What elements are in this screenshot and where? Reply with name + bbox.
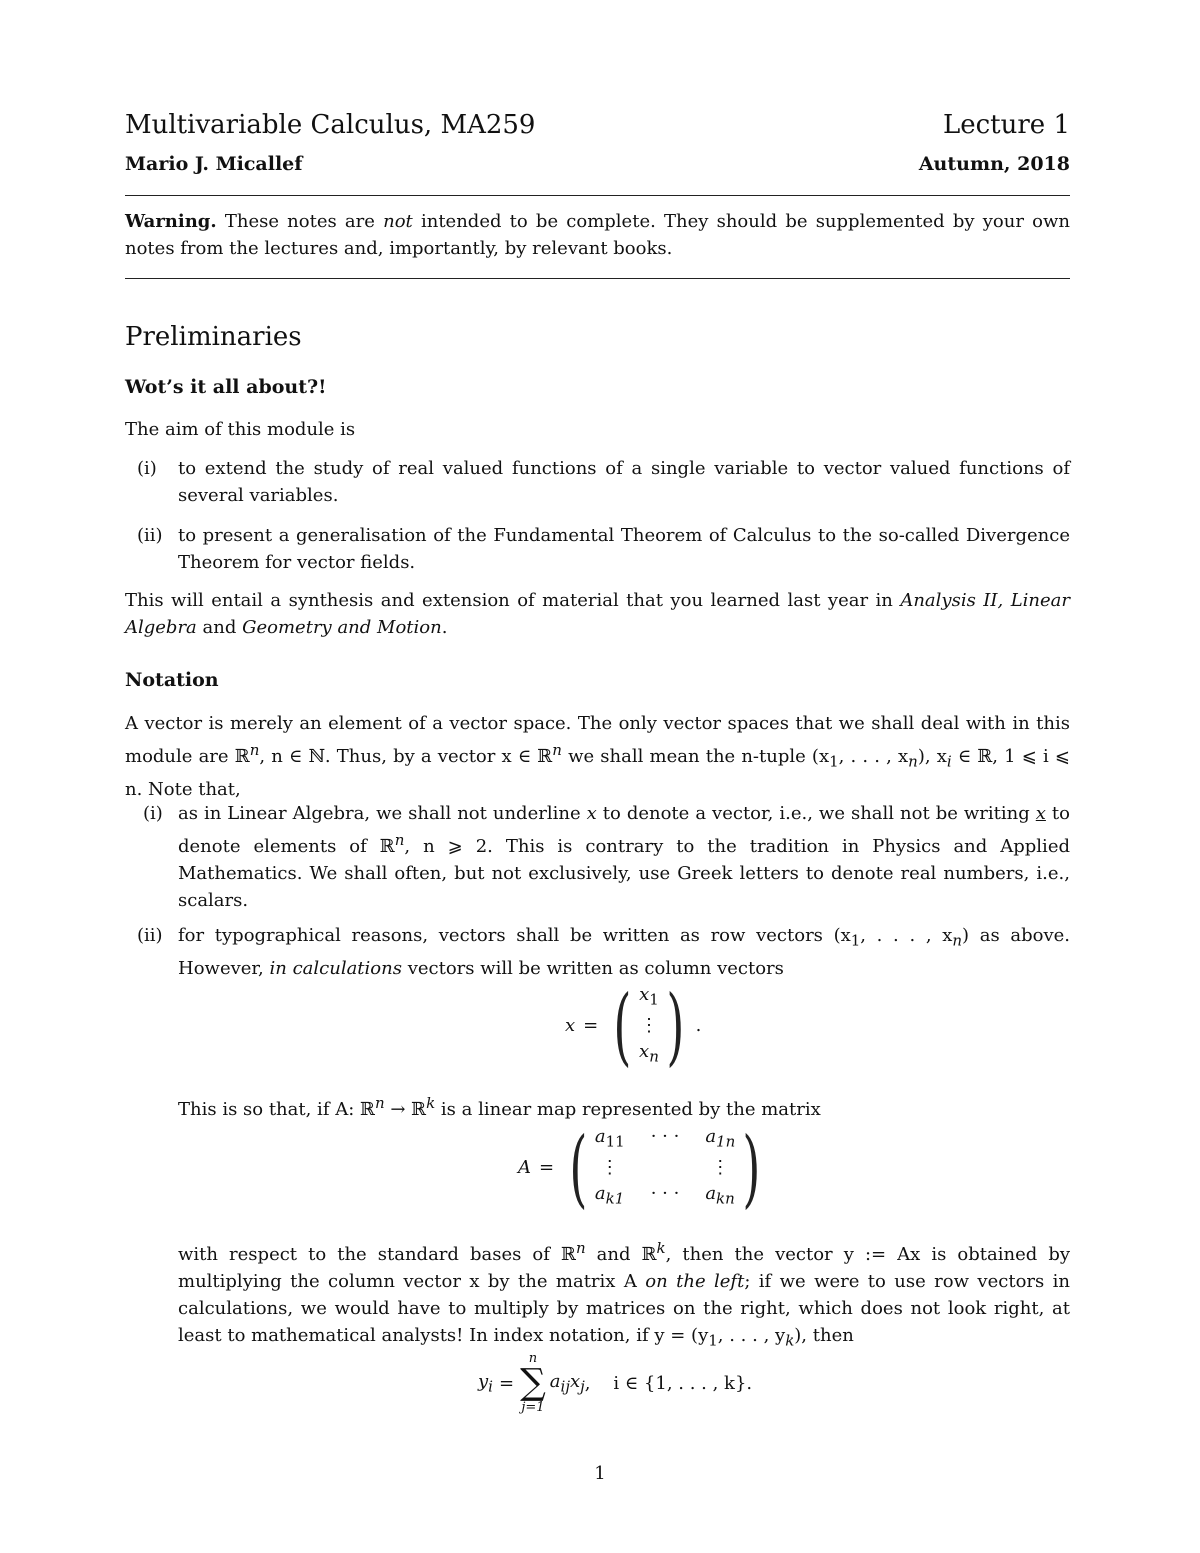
section-title: Preliminaries — [125, 322, 302, 352]
linear-map-sentence: This is so that, if A: ℝ$^n$ → ℝ$^k$ is a linear map represented by the matrix — [178, 1094, 821, 1120]
underlined-x: x — [1035, 803, 1046, 824]
warning-label: Warning. — [125, 211, 217, 232]
about-item-2: (ii) to present a generalisation of the Fundamental Theorem of Calculus to the so-called Divergence Theorem for vector fields. — [137, 525, 1070, 573]
notation-item-2: (ii) for typographical reasons, vectors shall be written as row vectors ($x_1$, . . . , $x_n$) as above. However, in calculations vectors will be written as column vectors — [137, 925, 1070, 979]
header-author-row — [125, 153, 1070, 175]
notation-item-1: (i) as in Linear Algebra, we shall not underline x to denote a vector, i.e., we shall not be writing x to denote elements of ℝ$^n$, n ⩾ 2. This is contrary to the tradition in Physics and Applied Mathematics. We shall often, but not exclusively, use Greek letters to denote real numbers, i.e., scalars. — [143, 803, 1070, 911]
term: Autumn, 2018 — [918, 153, 1070, 175]
page-number: 1 — [594, 1463, 606, 1484]
synthesis-paragraph: This will entail a synthesis and extension of material that you learned last year in Analysis II, Linear Algebra and Geometry and Motion. — [125, 590, 1070, 638]
index-sum-equation: $y_i$ = n ∑ j=1 $a_{ij}x_j$ , i ∈ {1, . . . , k}. — [478, 1351, 753, 1415]
about-item-1: (i) to extend the study of real valued functions of a single variable to vector valued functions of several variables. — [137, 458, 1070, 506]
author: Mario J. Micallef — [125, 153, 303, 175]
column-vector-equation: x = ( $x_1$ ⋮ $x_n$ ) . — [565, 976, 702, 1075]
about-intro: The aim of this module is — [125, 419, 356, 440]
course-title: Multivariable Calculus, MA259 — [125, 110, 536, 140]
header-rule — [125, 195, 1070, 196]
header-title-row — [125, 110, 1070, 140]
warning-paragraph: Warning. These notes are not intended to be complete. They should be supplemented by your own notes from the lectures and, importantly, by relevant books. — [125, 211, 1070, 259]
lecture-number: Lecture 1 — [942, 110, 1070, 140]
subsection-about: Wot’s it all about?! — [125, 376, 327, 398]
notation-paragraph: A vector is merely an element of a vector space. The only vector spaces that we shall deal with in this module are ℝ$^n$, n ∈ ℕ. Thus, by a vector x ∈ ℝ$^n$ we shall mean the n-tuple ($x_1$, . . . , $x_n$), $x_i$ ∈ ℝ, 1 ⩽ i ⩽ n. Note that, — [125, 713, 1070, 800]
matrix-equation: A = ( $a_{11}$ · · · $a_{1n}$ ⋮ ⋮ $a_{k1}$ · · · $a_{kn}$ ) — [518, 1118, 761, 1217]
standard-bases-paragraph: with respect to the standard bases of ℝ$^n$ and ℝ$^k$, then the vector y := Ax is obtained by multiplying the column vector x by the matrix A on the left; if we were to use row vectors in calculations, we would have to multiply by matrices on the right, which does not look right, at least to mathematical analysts! In index notation, if $y = (y_1$, . . . , $y_k$), then — [178, 1239, 1071, 1350]
subsection-notation: Notation — [125, 669, 219, 691]
warning-rule — [125, 278, 1070, 279]
